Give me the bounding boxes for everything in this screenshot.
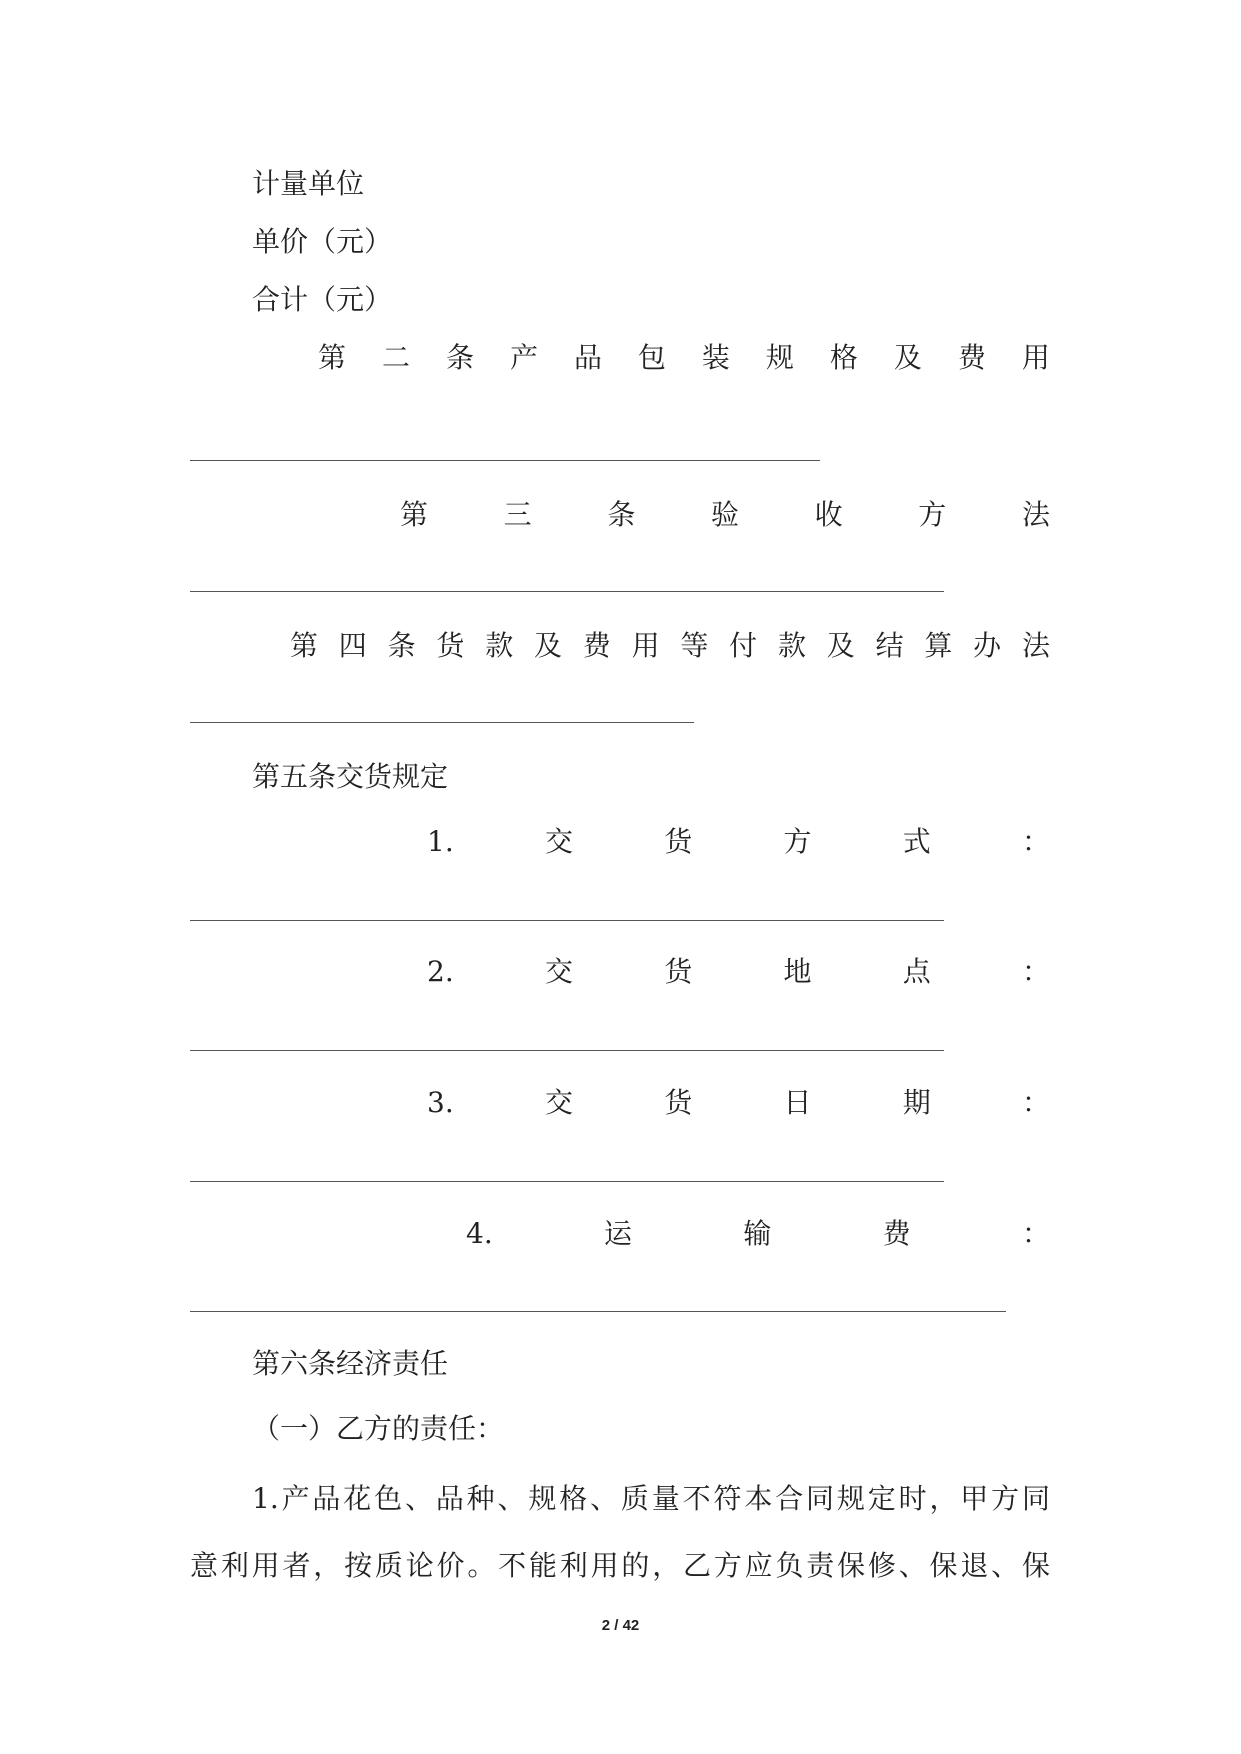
unit-price-label: 单价（元）	[252, 225, 393, 258]
delivery-method-label: 1. 交 货 方 式 ：	[427, 825, 1050, 858]
paragraph-1-line-2: 意利用者，按质论价。不能利用的，乙方应负责保修、保退、保	[190, 1549, 1050, 1582]
delivery-place-label: 2. 交 货 地 点 ：	[427, 955, 1050, 988]
article-2-heading: 第 二 条 产 品 包 装 规 格 及 费 用	[318, 341, 1050, 374]
paragraph-1-line-1: 1.产品花色、品种、规格、质量不符本合同规定时，甲方同	[252, 1482, 1050, 1515]
article-3-heading: 第 三 条 验 收 方 法	[400, 498, 1050, 531]
article-6-heading: 第六条经济责任	[252, 1347, 449, 1380]
total-label: 合计（元）	[252, 283, 393, 316]
party-b-responsibility-heading: （一）乙方的责任：	[252, 1412, 505, 1445]
blank-line-article-2[interactable]	[190, 460, 820, 461]
blank-line-delivery-date[interactable]	[190, 1181, 944, 1182]
article-4-heading: 第 四 条 货 款 及 费 用 等 付 款 及 结 算 办 法	[290, 629, 1050, 662]
delivery-date-label: 3. 交 货 日 期 ：	[427, 1086, 1050, 1119]
blank-line-article-3[interactable]	[190, 591, 944, 592]
page-number: 2 / 42	[601, 1617, 640, 1634]
freight-label: 4. 运 输 费 ：	[466, 1217, 1050, 1250]
blank-line-article-4[interactable]	[190, 722, 694, 723]
unit-label: 计量单位	[252, 167, 365, 200]
blank-line-delivery-method[interactable]	[190, 920, 944, 921]
blank-line-freight[interactable]	[190, 1311, 1006, 1312]
blank-line-delivery-place[interactable]	[190, 1050, 944, 1051]
article-5-heading: 第五条交货规定	[252, 760, 449, 793]
